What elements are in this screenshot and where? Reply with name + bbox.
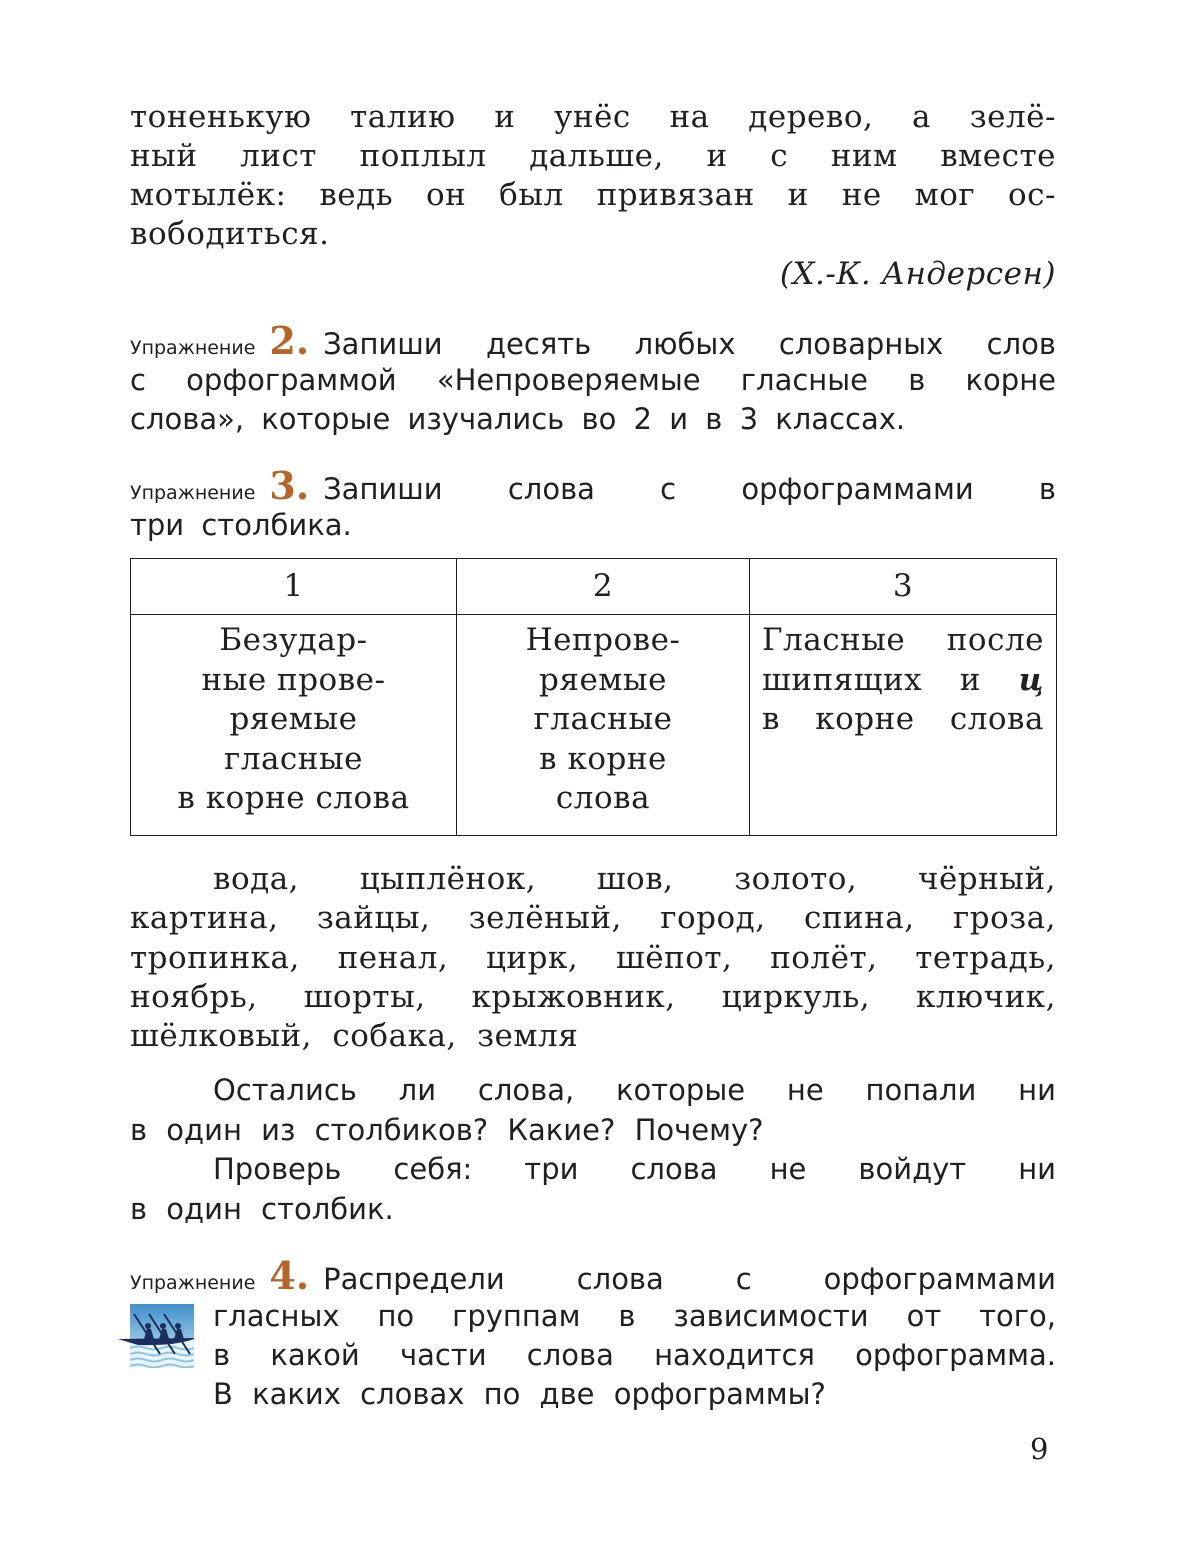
exercise-text: слова», которые изучались во 2 и в 3 классах. [130, 402, 906, 436]
word-list-line: вода, цыплёнок, шов, золото, чёрный, [213, 861, 1056, 897]
cell-line: Гласные после [762, 622, 1044, 658]
letter-ts: ц [1018, 661, 1045, 698]
cell-line: Безудар- [219, 622, 368, 658]
exercise-label: Упражнение [130, 482, 256, 504]
cell-text: шипящих и [762, 661, 981, 698]
column-header: 3 [750, 559, 1057, 615]
table-cell [750, 615, 1057, 836]
exercise-text: Запиши десять любых словарных слов [323, 327, 1056, 361]
exercise-text: В каких словах по две орфограммы? [213, 1377, 826, 1411]
exercise-number: 2. [269, 318, 310, 363]
exercise-number: 3. [269, 463, 310, 508]
question-line: в один столбик. [130, 1192, 394, 1226]
story-line: тоненькую талию и унёс на дерево, а зелё- [130, 99, 1056, 135]
cell-line: ряемые [229, 701, 358, 737]
cell-line: гласные [533, 701, 673, 737]
exercise-text: гласных по группам в зависимости от того, [213, 1299, 1056, 1333]
page-number: 9 [1030, 1432, 1049, 1466]
word-list-line: картина, зайцы, зелёный, город, спина, гроза, [130, 900, 1056, 936]
story-line: мотылёк: ведь он был привязан и не мог ос- [130, 177, 1056, 213]
question-line: Проверь себя: три слова не войдут ни [213, 1152, 1056, 1186]
exercise-text: три столбика. [130, 508, 352, 542]
cell-line: слова [555, 780, 651, 816]
cell-line: ные прове- [201, 661, 386, 698]
cell-line: Непрове- [525, 622, 681, 658]
exercise-text: Запиши слова с орфограммами в [323, 472, 1056, 506]
table-cell [457, 615, 750, 836]
word-list-line: ноябрь, шорты, крыжовник, циркуль, ключик, [130, 979, 1056, 1015]
exercise-label: Упражнение [130, 1272, 256, 1294]
story-line: ный лист поплыл дальше, и с ним вместе [130, 138, 1056, 174]
question-line: Остались ли слова, которые не попали ни [213, 1073, 1056, 1107]
word-list-line: тропинка, пенал, цирк, шёпот, полёт, тетрадь, [130, 940, 1056, 976]
cell-line: в корне [539, 740, 667, 777]
question-line: в один из столбиков? Какие? Почему? [130, 1113, 764, 1147]
word-list-line: шёлковый, собака, земля [130, 1018, 579, 1054]
cell-line [762, 661, 1044, 701]
column-header: 2 [457, 559, 750, 615]
column-header: 1 [131, 559, 457, 615]
exercise-number: 4. [269, 1253, 310, 1298]
story-line: вободиться. [130, 216, 330, 252]
table-cell [131, 615, 457, 836]
exercise-label: Упражнение [130, 337, 256, 359]
exercise-text: в какой части слова находится орфограмма. [213, 1338, 1056, 1372]
exercise-text: Распредели слова с орфограммами [323, 1262, 1056, 1296]
cell-line: гласные [224, 740, 363, 777]
cell-line: в корне слова [762, 701, 1044, 737]
attribution: (Х.-К. Андерсен) [779, 256, 1056, 292]
exercise-text: с орфограммой «Непроверяемые гласные в корне [130, 363, 1056, 397]
spelling-table [130, 558, 1057, 836]
cell-line: в корне слова [177, 780, 410, 816]
rowing-team-icon [118, 1304, 194, 1368]
cell-line: ряемые [539, 661, 667, 698]
